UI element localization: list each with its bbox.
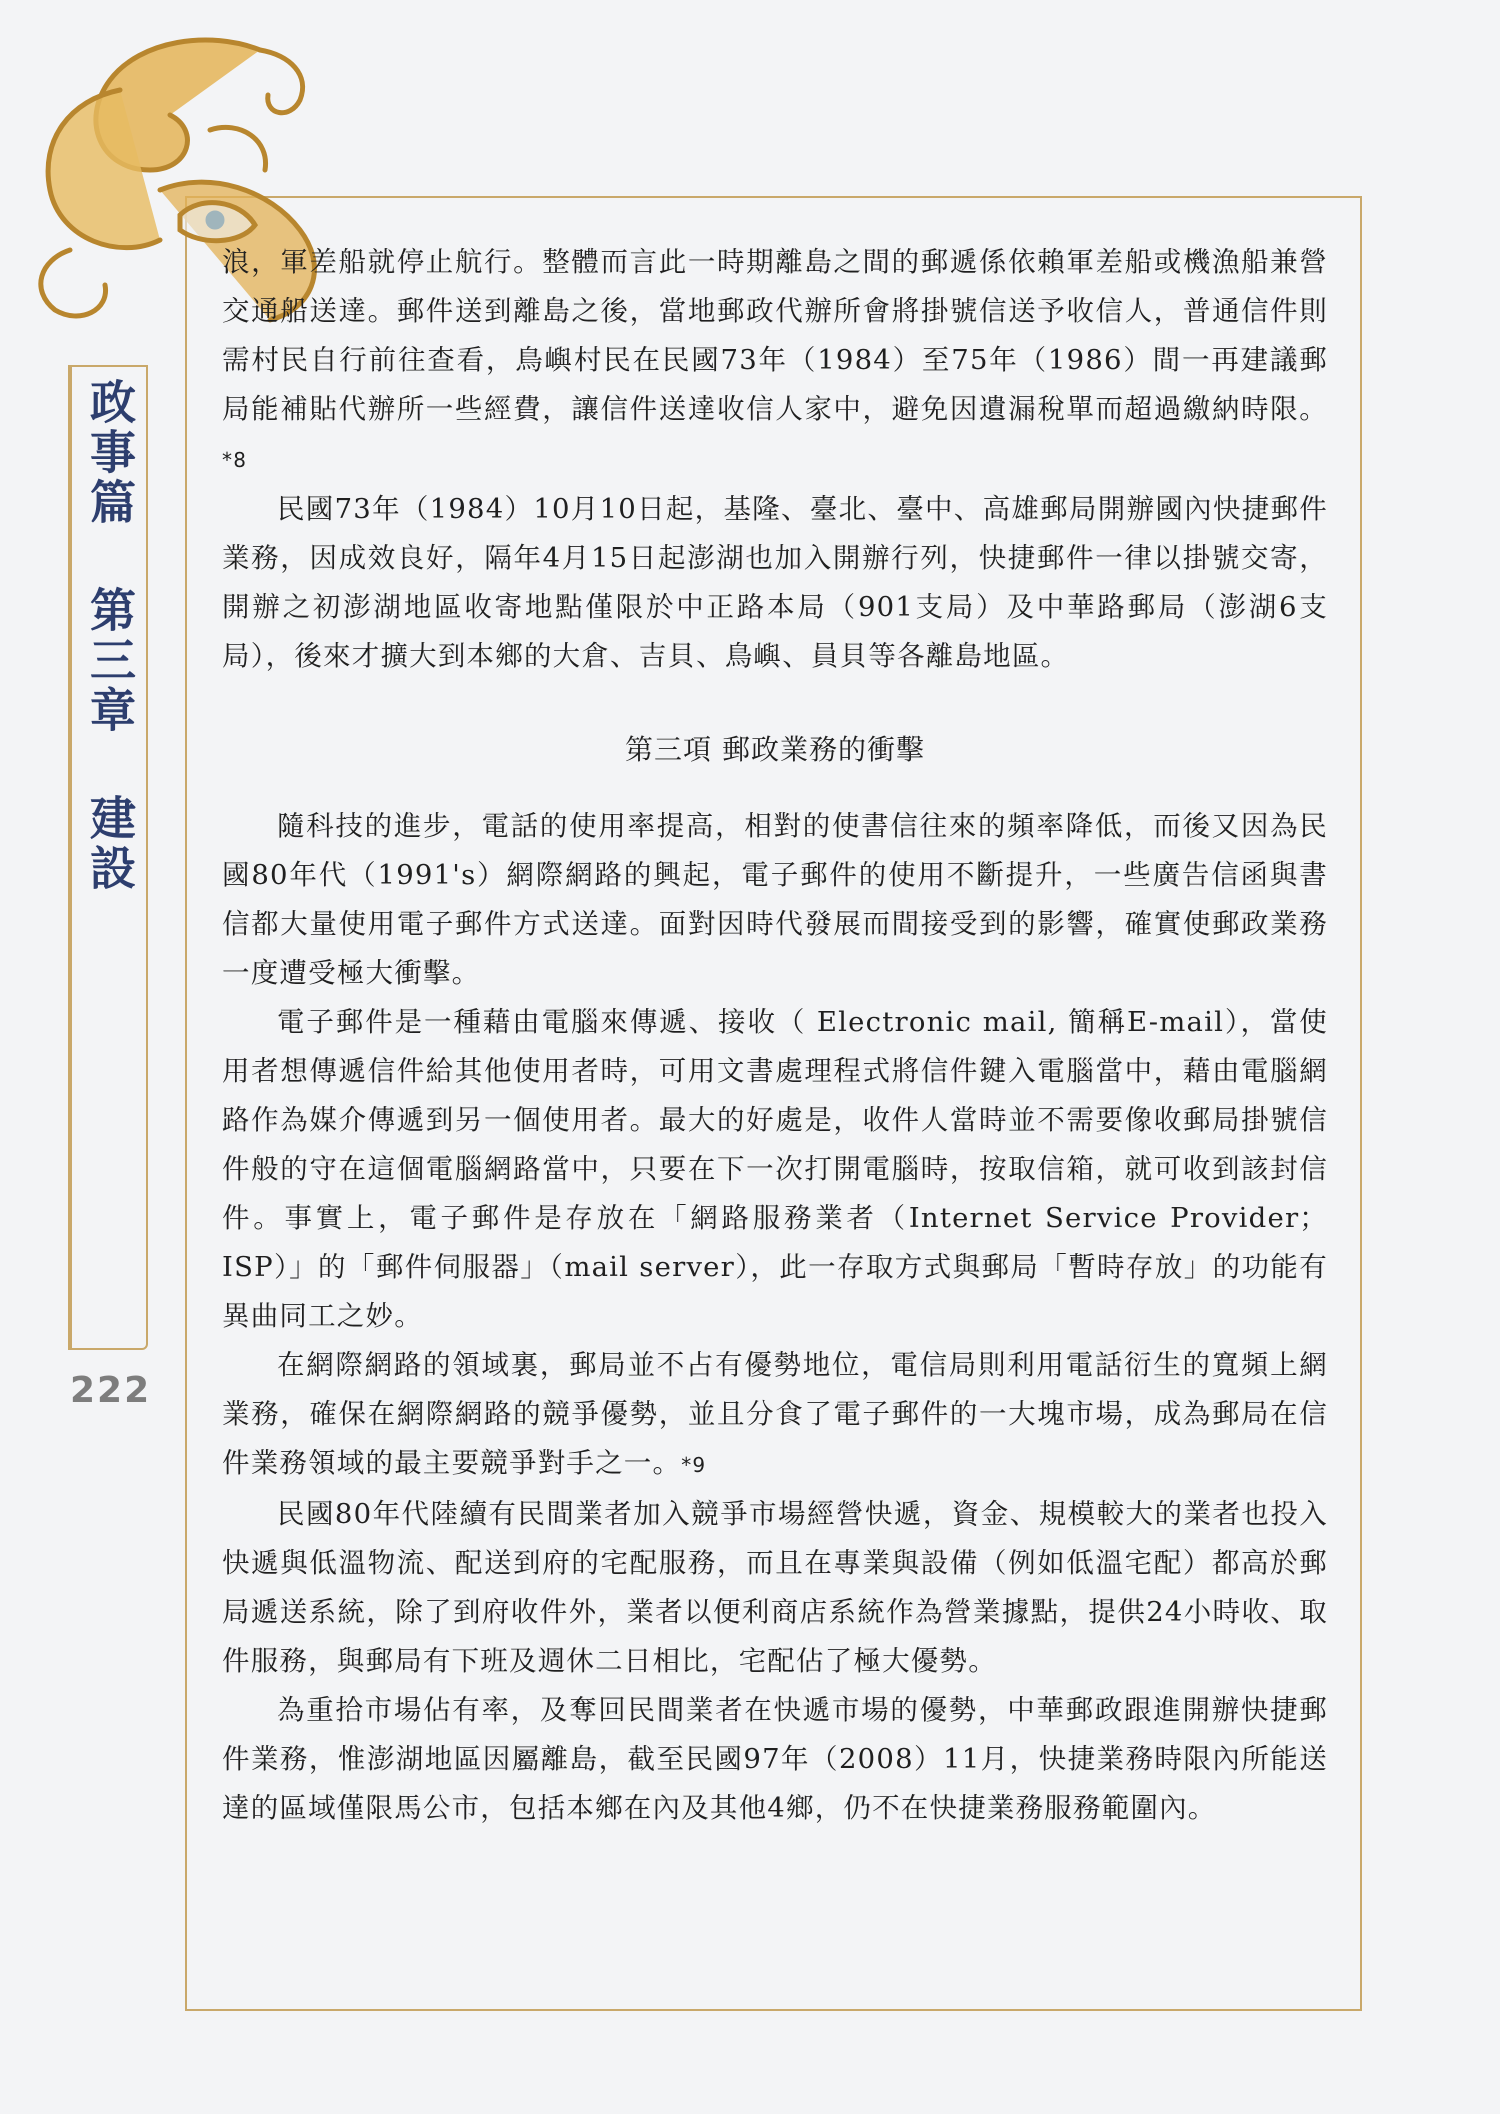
chapter-title: 政事篇 第三章 建設 (83, 378, 137, 894)
paragraph-6: 民國80年代陸續有民間業者加入競爭市場經營快遞，資金、規模較大的業者也投入快遞與低溫物流、配送到府的宅配服務，而且在專業與設備（例如低溫宅配）都高於郵局遞送系統，除了到府收件外，業者以便利商店系統作為營業據點，提供24小時收、取件服務，與郵局有下班及週休二日相比，宅配佔了極大優勢。 (222, 1498, 1328, 1677)
paragraph-2: 民國73年（1984）10月10日起，基隆、臺北、臺中、高雄郵局開辦國內快捷郵件業務，因成效良好，隔年4月15日起澎湖也加入開辦行列，快捷郵件一律以掛號交寄，開辦之初澎湖地區收寄地點僅限於中正路本局（901支局）及中華路郵局（澎湖6支局），後來才擴大到本鄉的大倉、吉貝、鳥嶼、員貝等各離島地區。 (222, 493, 1328, 672)
paragraph-4: 電子郵件是一種藉由電腦來傳遞、接收（ Electronic mail, 簡稱E-mail），當使用者想傳遞信件給其他使用者時，可用文書處理程式將信件鍵入電腦當中，藉由電腦網路作為媒介傳遞到另一個使用者。最大的好處是，收件人當時並不需要像收郵局掛號信件般的守在這個電腦網路當中，只要在下一次打開電腦時，按取信箱，就可收到該封信件。事實上，電子郵件是存放在「網路服務業者（Internet Service Provider；ISP）」的「郵件伺服器」（mail server），此一存取方式與郵局「暫時存放」的功能有異曲同工之妙。 (222, 1006, 1328, 1332)
footnote-ref: *8 (222, 448, 248, 472)
footnote-ref: *9 (681, 1453, 707, 1477)
section-heading: 第三項 郵政業務的衝擊 (625, 733, 925, 766)
paragraph-3: 隨科技的進步，電話的使用率提高，相對的使書信往來的頻率降低，而後又因為民國80年代（1991's）網際網路的興起，電子郵件的使用不斷提升，一些廣告信函與書信都大量使用電子郵件方式送達。面對因時代發展而間接受到的影響，確實使郵政業務一度遭受極大衝擊。 (222, 810, 1328, 989)
paragraph-5: 在網際網路的領域裏，郵局並不占有優勢地位，電信局則利用電話衍生的寬頻上網業務，確保在網際網路的競爭優勢，並且分食了電子郵件的一大塊市場，成為郵局在信件業務領域的最主要競爭對手之一。*9 (222, 1349, 1328, 1479)
paragraph-7: 為重拾市場佔有率，及奪回民間業者在快遞市場的優勢，中華郵政跟進開辦快捷郵件業務，惟澎湖地區因屬離島，截至民國97年（2008）11月，快捷業務時限內所能送達的區域僅限馬公市，包括本鄉在內及其他4鄉，仍不在快捷業務服務範圍內。 (222, 1694, 1328, 1824)
paragraph-1: 浪，軍差船就停止航行。整體而言此一時期離島之間的郵遞係依賴軍差船或機漁船兼營交通船送達。郵件送到離島之後，當地郵政代辦所會將掛號信送予收信人，普通信件則需村民自行前往查看，鳥嶼村民在民國73年（1984）至75年（1986）間一再建議郵局能補貼代辦所一些經費，讓信件送達收信人家中，避免因遺漏稅單而超過繳納時限。*8 (222, 246, 1328, 472)
body-text (222, 238, 1328, 1833)
page-number: 222 (70, 1370, 152, 1411)
